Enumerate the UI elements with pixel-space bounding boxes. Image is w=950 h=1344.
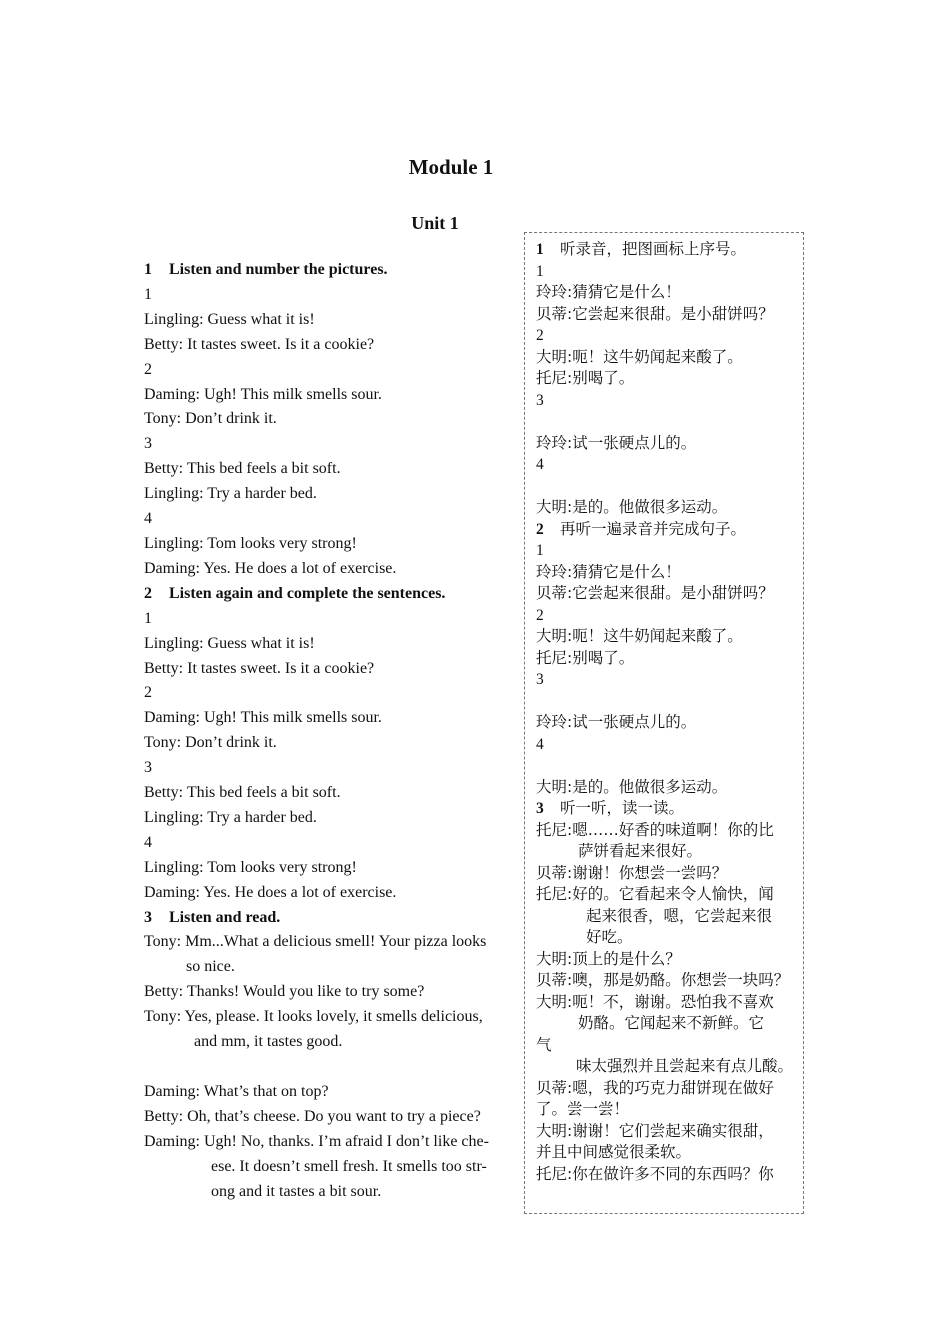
dialogue-line: 玲玲:猜猜它是什么！ xyxy=(536,283,681,301)
dialogue-line-continued: so nice. xyxy=(186,958,235,976)
dialogue-line: 贝蒂:嗯，我的巧克力甜饼现在做好 xyxy=(536,1078,774,1097)
item-number: 4 xyxy=(536,735,544,753)
spacer xyxy=(536,691,806,713)
chinese-column xyxy=(536,239,806,1185)
item-number: 1 xyxy=(144,285,152,303)
dialogue-line: Betty: It tastes sweet. Is it a cookie? xyxy=(144,659,375,677)
dialogue-line: Daming: Yes. He does a lot of exercise. xyxy=(144,559,397,577)
section-number: 2 xyxy=(144,584,152,602)
item-number: 4 xyxy=(144,510,152,528)
dialogue-line: 贝蒂:它尝起来很甜。是小甜饼吗？ xyxy=(536,304,774,323)
dialogue-line: 贝蒂:它尝起来很甜。是小甜饼吗？ xyxy=(536,584,774,602)
dialogue-line: Daming: Ugh! This milk smells sour. xyxy=(144,385,382,403)
item-number: 3 xyxy=(144,435,152,453)
unit-title: Unit 1 xyxy=(411,213,459,233)
dialogue-line: 玲玲:试一张硬点儿的。 xyxy=(536,433,697,452)
heading-text: 听录音，把图画标上序号。 xyxy=(560,240,747,258)
dialogue-line: Tony: Don’t drink it. xyxy=(144,734,277,752)
item-number: 1 xyxy=(536,542,544,559)
dialogue-line: Lingling: Guess what it is! xyxy=(144,634,315,652)
dialogue-line: Lingling: Try a harder bed. xyxy=(144,808,317,826)
heading-text: 再听一遍录音并完成句子。 xyxy=(560,519,747,538)
dialogue-line: 托尼:别喝了。 xyxy=(536,648,635,667)
item-number: 2 xyxy=(536,606,544,624)
dialogue-line-continued: 气 xyxy=(536,1035,552,1054)
dialogue-line: Daming: Yes. He does a lot of exercise. xyxy=(144,883,397,901)
item-number: 4 xyxy=(536,456,544,473)
heading-text: Listen and number the pictures. xyxy=(169,261,388,278)
dialogue-line: 贝蒂:噢，那是奶酪。你想尝一块吗？ xyxy=(536,971,790,989)
dialogue-line: 玲玲:猜猜它是什么！ xyxy=(536,562,681,581)
section-number: 1 xyxy=(144,261,152,278)
item-number: 3 xyxy=(536,671,544,688)
item-number: 2 xyxy=(536,327,544,344)
dialogue-line-continued: 萨饼看起来很好。 xyxy=(578,842,703,860)
dialogue-line: Tony: Mm...What a delicious smell! Your pizza looks xyxy=(144,933,487,951)
heading-text: Listen and read. xyxy=(169,908,281,926)
item-number: 3 xyxy=(144,759,152,777)
dialogue-line: Lingling: Tom looks very strong! xyxy=(144,534,357,552)
section-number: 1 xyxy=(536,241,544,258)
dialogue-line: 玲玲:试一张硬点儿的。 xyxy=(536,713,697,731)
item-number: 2 xyxy=(144,684,152,702)
dialogue-line: Betty: Oh, that’s cheese. Do you want to try a piece? xyxy=(144,1107,481,1125)
dialogue-line: Tony: Don’t drink it. xyxy=(144,410,277,428)
section-number: 2 xyxy=(536,520,544,538)
dialogue-line: Daming: Ugh! This milk smells sour. xyxy=(144,709,382,727)
item-number: 2 xyxy=(144,360,152,378)
section-2-heading xyxy=(536,519,806,541)
dialogue-line: Betty: Thanks! Would you like to try some? xyxy=(144,983,425,1001)
dialogue-line: 托尼:别喝了。 xyxy=(536,369,635,387)
dialogue-line: 大明:是的。他做很多运动。 xyxy=(536,498,728,516)
section-number: 3 xyxy=(144,908,152,926)
dialogue-line: 托尼:好的。它看起来令人愉快，闻 xyxy=(536,885,774,903)
spacer xyxy=(144,1055,510,1080)
dialogue-line: 大明:呃！不，谢谢。恐怕我不喜欢 xyxy=(536,992,774,1011)
dialogue-line: Lingling: Tom looks very strong! xyxy=(144,858,357,876)
dialogue-line: Tony: Yes, please. It looks lovely, it smells delicious, xyxy=(144,1008,483,1026)
spacer xyxy=(536,755,806,777)
dialogue-line: 贝蒂:谢谢！你想尝一尝吗？ xyxy=(536,863,728,882)
section-1-heading xyxy=(144,258,510,283)
dialogue-line: Daming: What’s that on top? xyxy=(144,1082,329,1100)
spacer xyxy=(536,411,806,433)
module-title: Module 1 xyxy=(408,155,494,179)
dialogue-line-continued: 好吃。 xyxy=(586,928,633,946)
dialogue-line: 托尼:嗯……好香的味道啊！你的比 xyxy=(536,820,774,839)
dialogue-line-continued: 了。尝一尝！ xyxy=(536,1100,630,1118)
dialogue-line-continued: and mm, it tastes good. xyxy=(194,1033,343,1051)
dialogue-line: 大明:是的。他做很多运动。 xyxy=(536,777,728,796)
section-1-heading xyxy=(536,239,806,261)
english-column xyxy=(144,258,510,1204)
dialogue-line-continued: ese. It doesn’t smell fresh. It smells too str- xyxy=(211,1157,487,1175)
item-number: 1 xyxy=(144,609,152,627)
dialogue-line: 大明:呃！这牛奶闻起来酸了。 xyxy=(536,347,743,366)
dialogue-line: Daming: Ugh! No, thanks. I’m afraid I don’t like che- xyxy=(144,1132,489,1150)
dialogue-line-continued: 奶酪。它闻起来不新鲜。它 xyxy=(578,1014,765,1032)
dialogue-line: 大明:顶上的是什么？ xyxy=(536,949,681,968)
dialogue-line: Betty: It tastes sweet. Is it a cookie? xyxy=(144,335,375,353)
heading-text: Listen again and complete the sentences. xyxy=(169,584,446,602)
dialogue-line: 大明:谢谢！它们尝起来确实很甜， xyxy=(536,1121,774,1140)
dialogue-line: Lingling: Guess what it is! xyxy=(144,310,315,328)
dialogue-line: 大明:呃！这牛奶闻起来酸了。 xyxy=(536,627,743,645)
item-number: 1 xyxy=(536,262,544,280)
heading-text: 听一听，读一读。 xyxy=(560,799,685,817)
dialogue-line: Betty: This bed feels a bit soft. xyxy=(144,784,341,802)
dialogue-line-continued: 味太强烈并且尝起来有点儿酸。 xyxy=(576,1057,794,1075)
section-3-heading xyxy=(144,906,510,931)
item-number: 4 xyxy=(144,833,152,851)
dialogue-line: Lingling: Try a harder bed. xyxy=(144,485,317,503)
section-2-heading xyxy=(144,582,510,607)
spacer xyxy=(536,476,806,498)
dialogue-line: 托尼:你在做许多不同的东西吗？你 xyxy=(536,1164,774,1183)
dialogue-line: Betty: This bed feels a bit soft. xyxy=(144,460,341,478)
item-number: 3 xyxy=(536,391,544,409)
dialogue-line-continued: 起来很香，嗯，它尝起来很 xyxy=(586,906,773,925)
dialogue-line-continued: 并且中间感觉很柔软。 xyxy=(536,1143,692,1161)
section-3-heading xyxy=(536,798,806,820)
dialogue-line-continued: ong and it tastes a bit sour. xyxy=(211,1182,382,1200)
section-number: 3 xyxy=(536,800,544,817)
